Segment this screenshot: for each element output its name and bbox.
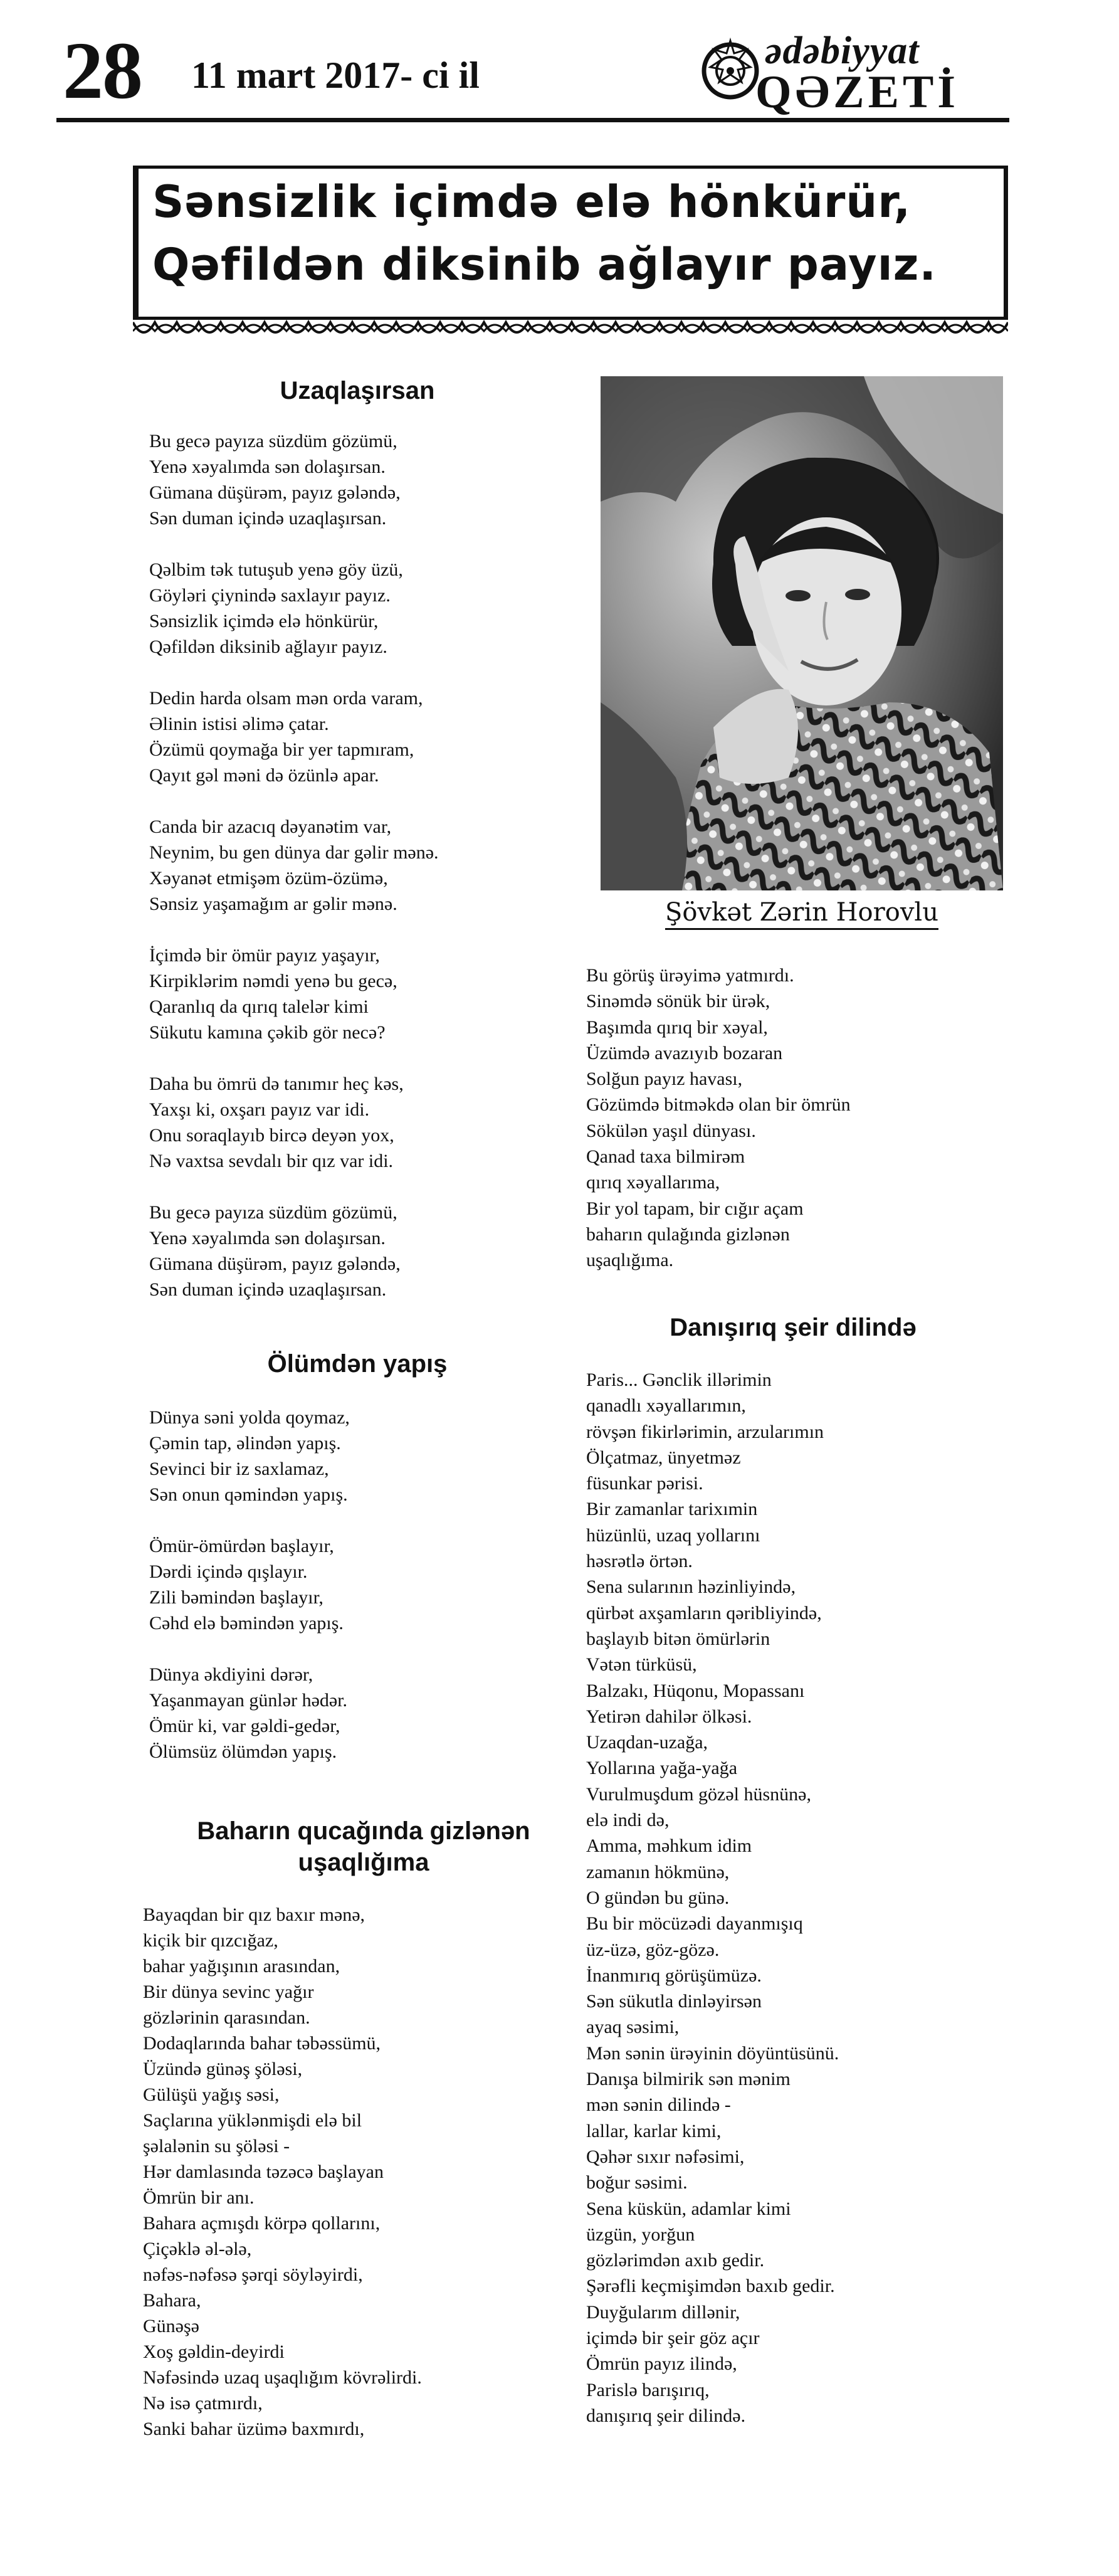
poem-line: lallar, karlar kimi, bbox=[586, 2120, 722, 2141]
poem-line: Amma, məhkum idim bbox=[586, 1835, 752, 1857]
poem-line: Şərəfli keçmişimdən baxıb gedir. bbox=[586, 2276, 835, 2297]
poem-line: Üzündə günəş şöləsi, bbox=[143, 2059, 303, 2079]
poem-line: Bahara açmışdı körpə qollarını, bbox=[143, 2213, 381, 2234]
poem-baharin-part2 bbox=[586, 963, 851, 1274]
poem-line: Ömrün payız ilində, bbox=[586, 2353, 737, 2375]
poem-line: Xoş gəldin-deyirdi bbox=[143, 2341, 285, 2362]
poem-line: həsrətlə örtən. bbox=[586, 1551, 693, 1572]
poem-line: Bahara, bbox=[143, 2290, 201, 2311]
poem-line: Sinəmdə sönük bir ürək, bbox=[586, 991, 770, 1012]
poem-line: Vətən türküsü, bbox=[586, 1654, 697, 1676]
poem-line: Sökülən yaşıl dünyası. bbox=[586, 1120, 756, 1141]
poem-line: Üzümdə avazıyıb bozaran bbox=[586, 1042, 783, 1064]
poem-line: Sena küskün, adamlar kimi bbox=[586, 2198, 791, 2219]
poem-line: üz-üzə, göz-gözə. bbox=[586, 1939, 720, 1960]
poem-line: Sena sularının həzinliyində, bbox=[586, 1576, 796, 1598]
stanza-gap bbox=[149, 788, 439, 814]
stanza-gap bbox=[149, 531, 439, 557]
poem-line: Qəhər sıxır nəfəsimi, bbox=[586, 2146, 745, 2167]
poem-line: Yetirən dahilər ölkəsi. bbox=[586, 1706, 752, 1727]
poem-line: mən sənin dilində - bbox=[586, 2094, 731, 2116]
poem-line: qürbət axşamların qəribliyində, bbox=[586, 1602, 822, 1623]
poem-line: İçimdə bir ömür payız yaşayır, bbox=[149, 945, 380, 966]
poem-line: Dünya səni yolda qoymaz, bbox=[149, 1407, 350, 1428]
poem-line: uşaqlığıma. bbox=[586, 1250, 674, 1271]
poem-baharin-part1 bbox=[143, 1902, 422, 2442]
poem-line: bahar yağışının arasından, bbox=[143, 1956, 340, 1977]
newspaper-logo bbox=[693, 19, 1019, 118]
poem-line: Canda bir azacıq dəyanətim var, bbox=[149, 816, 392, 837]
poem-line: elə indi də, bbox=[586, 1810, 670, 1831]
poem-line: qırıq xəyallarıma, bbox=[586, 1172, 720, 1193]
poem-line: Onu soraqlayıb bircə deyən yox, bbox=[149, 1125, 394, 1146]
poem-line: Qəfildən diksinib ağlayır payız. bbox=[149, 636, 387, 657]
poem-line: şəlalənin su şöləsi - bbox=[143, 2136, 290, 2156]
poem-line: Bir zamanlar tarixımin bbox=[586, 1499, 758, 1520]
ornament-border bbox=[133, 317, 1008, 349]
poem-line: nəfəs-nəfəsə şərqi söyləyirdi, bbox=[143, 2264, 363, 2285]
poem-line: Hər damlasında təzəcə başlayan bbox=[143, 2162, 384, 2182]
poem-line: Yaxşı ki, oxşarı payız var idi. bbox=[149, 1099, 370, 1120]
poem-line: Əlinin istisi əlimə çatar. bbox=[149, 714, 329, 734]
poem-title-danisiriq: Danışırıq şeir dilində bbox=[670, 1314, 917, 1341]
poem-line: Solğun payız havası, bbox=[586, 1069, 743, 1090]
poem-line: Gümana düşürəm, payız gələndə, bbox=[149, 1254, 401, 1274]
poem-line: Nə vaxtsa sevdalı bir qız var idi. bbox=[149, 1151, 394, 1171]
headline-line-2: Qəfildən diksinib ağlayır payız. bbox=[152, 239, 937, 290]
poem-line: Ömür ki, var gəldi-gedər, bbox=[149, 1716, 340, 1736]
poem-line: danışırıq şeir dilində. bbox=[586, 2405, 746, 2426]
poem-line: Gülüşü yağış səsi, bbox=[143, 2084, 280, 2105]
page-number: 28 bbox=[63, 26, 142, 116]
poem-line: Bu görüş ürəyimə yatmırdı. bbox=[586, 965, 794, 986]
poem-line: Özümü qoymağa bir yer tapmıram, bbox=[149, 739, 414, 760]
poem-line: Sən sükutla dinləyirsən bbox=[586, 1991, 762, 2012]
poem-line: Parislə barışırıq, bbox=[586, 2379, 710, 2400]
poem-line: Sükutu kamına çəkib gör necə? bbox=[149, 1022, 386, 1043]
poem-line: O gündən bu günə. bbox=[586, 1887, 730, 1908]
poem-line: Vurulmuşdum gözəl hüsnünə, bbox=[586, 1783, 811, 1805]
poem-line: Nə isə çatmırdı, bbox=[143, 2393, 263, 2414]
poem-line: Yenə xəyalımda sən dolaşırsan. bbox=[149, 1228, 386, 1248]
poem-title-baharin-line1: Baharın qucağında gizlənən bbox=[197, 1817, 530, 1845]
poem-line: Qanad taxa bilmirəm bbox=[586, 1146, 745, 1168]
poem-line: Nəfəsində uzaq uşaqlığım kövrəlirdi. bbox=[143, 2367, 422, 2388]
poem-line: rövşən fikirlərimin, arzularımın bbox=[586, 1421, 824, 1442]
poem-line: Ömür-ömürdən başlayır, bbox=[149, 1536, 334, 1556]
stanza-gap bbox=[149, 1045, 439, 1071]
poem-line: Danışa bilmirik sən mənim bbox=[586, 2069, 791, 2090]
author-photo bbox=[601, 376, 1003, 890]
poem-line: Qəlbim tək tutuşub yenə göy üzü, bbox=[149, 559, 403, 580]
poem-line: Dedin harda olsam mən orda varam, bbox=[149, 688, 423, 709]
poem-line: Sən onun qəmindən yapış. bbox=[149, 1484, 348, 1505]
poem-line: üzgün, yorğun bbox=[586, 2224, 695, 2245]
poem-line: Qayıt gəl məni də özünlə apar. bbox=[149, 765, 379, 786]
poem-line: Sanki bahar üzümə baxmırdı, bbox=[143, 2419, 365, 2439]
poem-line: Kirpiklərim nəmdi yenə bu gecə, bbox=[149, 971, 397, 991]
poem-line: Uzaqdan-uzağa, bbox=[586, 1732, 708, 1753]
issue-date: 11 mart 2017- ci il bbox=[191, 55, 480, 96]
stanza-gap bbox=[149, 1507, 350, 1533]
poem-line: Bu gecə payıza süzdüm gözümü, bbox=[149, 431, 397, 451]
poem-line: içimdə bir şeir göz açır bbox=[586, 2327, 760, 2348]
poem-line: qanadlı xəyallarımın, bbox=[586, 1395, 746, 1417]
poem-line: Dərdi içində qışlayır. bbox=[149, 1561, 308, 1582]
poem-line: kiçik bir qızcığaz, bbox=[143, 1930, 278, 1951]
poem-line: Gözümdə bitməkdə olan bir ömrün bbox=[586, 1094, 851, 1116]
poem-line: Ölümsüz ölümdən yapış. bbox=[149, 1741, 337, 1762]
poem-line: Sən duman içində uzaqlaşırsan. bbox=[149, 1279, 387, 1300]
poem-line: zamanın hökmünə, bbox=[586, 1861, 730, 1882]
photo-caption bbox=[601, 898, 1003, 927]
poem-line: Dünya əkdiyini dərər, bbox=[149, 1664, 313, 1685]
logo-line-bottom: QƏZETİ bbox=[755, 66, 960, 118]
poem-line: Zili bəmindən başlayır, bbox=[149, 1587, 323, 1608]
poem-line: Ölçatmaz, ünyetməz bbox=[586, 1447, 741, 1468]
headline-box bbox=[133, 166, 1008, 320]
poem-line: gözlərinin qarasından. bbox=[143, 2007, 310, 2028]
poem-line: Duyğularım dillənir, bbox=[586, 2301, 740, 2323]
poem-line: Daha bu ömrü də tanımır heç kəs, bbox=[149, 1074, 404, 1094]
poem-line: Sən duman içində uzaqlaşırsan. bbox=[149, 508, 387, 529]
poem-line: Mən sənin ürəyinin döyüntüsünü. bbox=[586, 2042, 839, 2064]
poem-line: hüzünlü, uzaq yollarını bbox=[586, 1524, 760, 1546]
author-name: Şövkət Zərin Horovlu bbox=[665, 898, 938, 930]
poem-line: Bir dünya sevinc yağır bbox=[143, 1982, 314, 2002]
poem-line: Çəmin tap, əlindən yapış. bbox=[149, 1433, 341, 1454]
poem-line: Saçlarına yüklənmişdi elə bil bbox=[143, 2110, 362, 2131]
header-rule bbox=[56, 118, 1009, 122]
poem-line: Sənsizlik içimdə elə hönkürür, bbox=[149, 611, 379, 631]
poem-line: füsunkar pərisi. bbox=[586, 1473, 703, 1494]
poem-title-uzaqlasirsan: Uzaqlaşırsan bbox=[280, 377, 435, 404]
stanza-gap bbox=[149, 917, 439, 942]
poem-line: İnanmırıq görüşümüzə. bbox=[586, 1965, 762, 1986]
poem-title-olumden-yapis: Ölümdən yapış bbox=[267, 1350, 448, 1378]
stanza-gap bbox=[149, 1636, 350, 1662]
poem-line: Paris... Gənclik illərimin bbox=[586, 1370, 772, 1390]
poem-line: Yenə xəyalımda sən dolaşırsan. bbox=[149, 457, 386, 477]
poem-line: Dodaqlarında bahar təbəssümü, bbox=[143, 2033, 381, 2054]
poem-line: Günəşə bbox=[143, 2316, 199, 2336]
poem-line: başlayıb bitən ömürlərin bbox=[586, 1628, 770, 1649]
poem-line: ayaq səsimi, bbox=[586, 2017, 680, 2038]
stanza-gap bbox=[149, 660, 439, 685]
poem-line: Yollarına yağa-yağa bbox=[586, 1758, 738, 1779]
poem-line: boğur səsimi. bbox=[586, 2172, 688, 2193]
poem-line: Bu bir möcüzədi dayanmışıq bbox=[586, 1913, 803, 1935]
poem-uzaqlasirsan bbox=[149, 428, 439, 1302]
poem-line: Başımda qırıq bir xəyal, bbox=[586, 1016, 768, 1038]
poem-line: Yaşanmayan günlər hədər. bbox=[149, 1690, 348, 1711]
poem-line: gözlərimdən axıb gedir. bbox=[586, 2250, 765, 2271]
poem-line: Sənsiz yaşamağım ar gəlir mənə. bbox=[149, 894, 397, 914]
stanza-gap bbox=[149, 1174, 439, 1200]
poem-line: Cəhd elə bəmindən yapış. bbox=[149, 1613, 344, 1634]
poem-line: Sevinci bir iz saxlamaz, bbox=[149, 1459, 329, 1479]
poem-line: Qaranlıq da qırıq talelər kimi bbox=[149, 996, 369, 1017]
poem-line: Gümana düşürəm, payız gələndə, bbox=[149, 482, 401, 503]
poem-line: Göyləri çiynində saxlayır payız. bbox=[149, 585, 391, 606]
headline-line-1: Sənsizlik içimdə elə hönkürür, bbox=[152, 176, 911, 228]
poem-line: Bu gecə payıza süzdüm gözümü, bbox=[149, 1202, 397, 1223]
poem-line: Bayaqdan bir qız baxır mənə, bbox=[143, 1904, 365, 1925]
poem-title-baharin-line2: uşaqlığıma bbox=[298, 1849, 429, 1876]
poem-line: Bir yol tapam, bir cığır açam bbox=[586, 1198, 804, 1219]
poem-line: Neynim, bu gen dünya dar gəlir mənə. bbox=[149, 842, 439, 863]
poem-danisiriq bbox=[586, 1367, 839, 2429]
poem-line: Ömrün bir anı. bbox=[143, 2187, 255, 2208]
poem-olumden-yapis bbox=[149, 1405, 350, 1765]
poem-line: Xəyanət etmişəm özüm-özümə, bbox=[149, 868, 388, 889]
poem-line: Çiçəklə əl-ələ, bbox=[143, 2239, 252, 2259]
poem-line: Balzakı, Hüqonu, Mopassanı bbox=[586, 1680, 805, 1701]
poem-line: baharın qulağında gizlənən bbox=[586, 1223, 790, 1245]
logo-line-top: ədəbiyyat bbox=[765, 29, 920, 72]
